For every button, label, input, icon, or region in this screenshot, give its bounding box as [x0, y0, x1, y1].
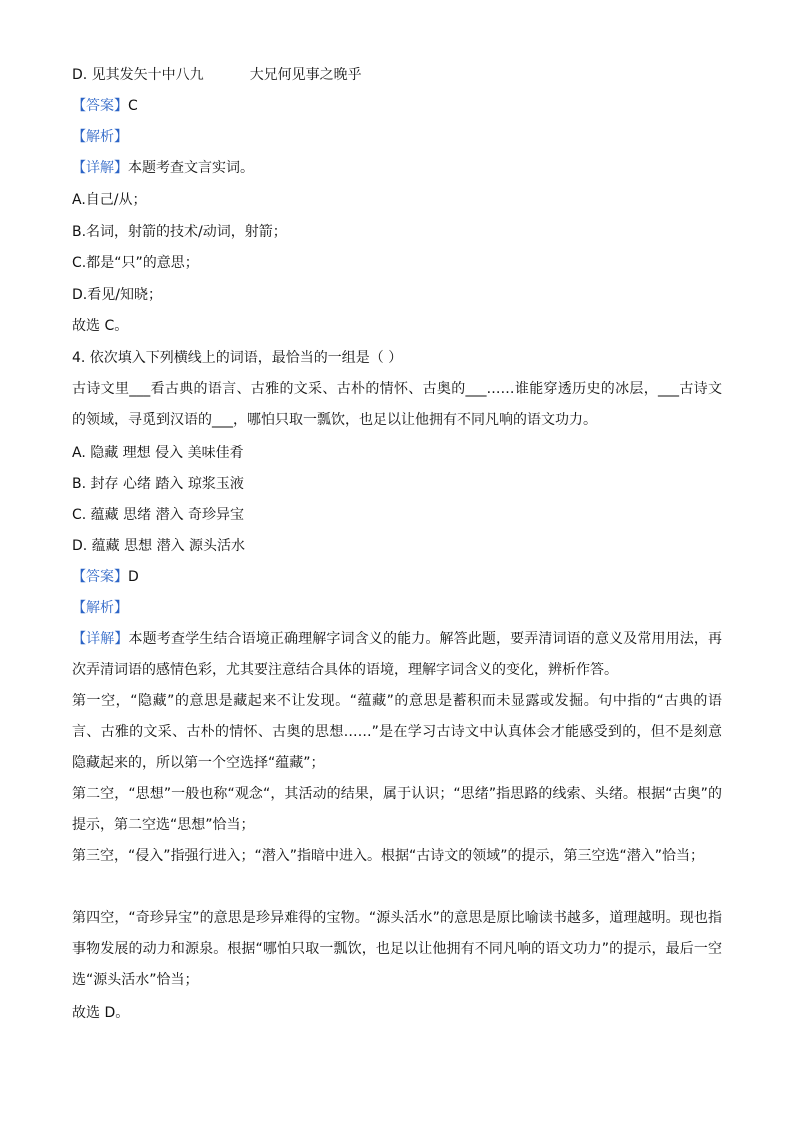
- detail1-line-d: D.看见/知晓；: [72, 287, 162, 303]
- answer-line-2: [72, 567, 722, 587]
- detail1-line-final: 故选 C。: [72, 318, 129, 334]
- answer-line-1: [72, 96, 722, 116]
- question-4-option-d: D. 蕴藏 思想 潜入 源头活水: [72, 538, 246, 554]
- answer-tag-2: 【答案】: [72, 569, 128, 585]
- detail-tag-2: 【详解】: [72, 631, 129, 647]
- q3-option-d: [72, 65, 722, 85]
- answer-value-2: D: [128, 569, 139, 585]
- detail1-line-a: A.自己/从；: [72, 192, 147, 208]
- final-answer-line: 故选 D。: [72, 1005, 130, 1021]
- detail1-line-c: C.都是“只”的意思；: [72, 255, 199, 271]
- q3-option-d-right: 大兄何见事之晚乎: [249, 67, 362, 83]
- detail-line-1: [72, 158, 722, 178]
- explanation-blank-4: 第四空，“奇珍异宝”的意思是珍异难得的宝物。“源头活水”的意思是原比喻读书越多，道理越明。现也指事物发展的动力和源泉。根据“哪怕只取一瓢饮，也足以让他拥有不同凡响的语文功力”的提示，最后一空选“源头活水”恰当；: [72, 910, 722, 988]
- detail-text-1: 本题考查文言实词。: [128, 160, 254, 176]
- explanation-blank-3: 第三空，“侵入”指强行进入；“潜入”指暗中进入。根据“古诗文的领域”的提示，第三空选“潜入”恰当；: [72, 848, 705, 864]
- question-4-option-b: B. 封存 心绪 踏入 琼浆玉液: [72, 476, 244, 492]
- analysis-tag-2: 【解析】: [72, 600, 128, 616]
- q3-option-d-left: D. 见其发矢十中八九: [72, 67, 204, 83]
- detail1-line-b: B.名词，射箭的技术/动词，射箭；: [72, 224, 287, 240]
- question-4-option-a: A. 隐藏 理想 侵入 美味佳肴: [72, 445, 244, 461]
- question-4-option-c: C. 蕴藏 思绪 潜入 奇珍异宝: [72, 507, 245, 523]
- detail-tag-1: 【详解】: [72, 160, 128, 176]
- question-4-stem: 4. 依次填入下列横线上的词语，最恰当的一组是（ ）: [72, 350, 403, 366]
- explanation-blank-1: 第一空，“隐藏”的意思是藏起来不让发现。“蕴藏”的意思是蓄积而未显露或发掘。句中指的“古典的语言、古雅的文采、古朴的情怀、古奥的思想……”是在学习古诗文中认真体会才能感受到的，但不是刻意隐藏起来的，所以第一个空选择“蕴藏”；: [72, 693, 722, 771]
- question-4-passage: 古诗文里___看古典的语言、古雅的文采、古朴的情怀、古奥的___……谁能穿透历史的冰层，___古诗文的领域，寻觅到汉语的___，哪怕只取一瓢饮，也足以让他拥有不同凡响的语文功力。: [72, 381, 722, 428]
- answer-tag-1: 【答案】: [72, 98, 128, 114]
- explanation-blank-2: 第二空，“思想”一般也称“观念“，其活动的结果，属于认识；“思绪”指思路的线索、头绪。根据“古奥”的提示，第二空选“思想”恰当；: [72, 786, 722, 833]
- detail-paragraph-2: [72, 624, 722, 686]
- analysis-tag-1: 【解析】: [72, 129, 128, 145]
- detail-text-2: 本题考查学生结合语境正确理解字词含义的能力。解答此题，要弄清词语的意义及常用用法，再次弄清词语的感情色彩，尤其要注意结合具体的语境，理解字词含义的变化，辨析作答。: [72, 631, 723, 678]
- answer-value-1: C: [128, 98, 138, 114]
